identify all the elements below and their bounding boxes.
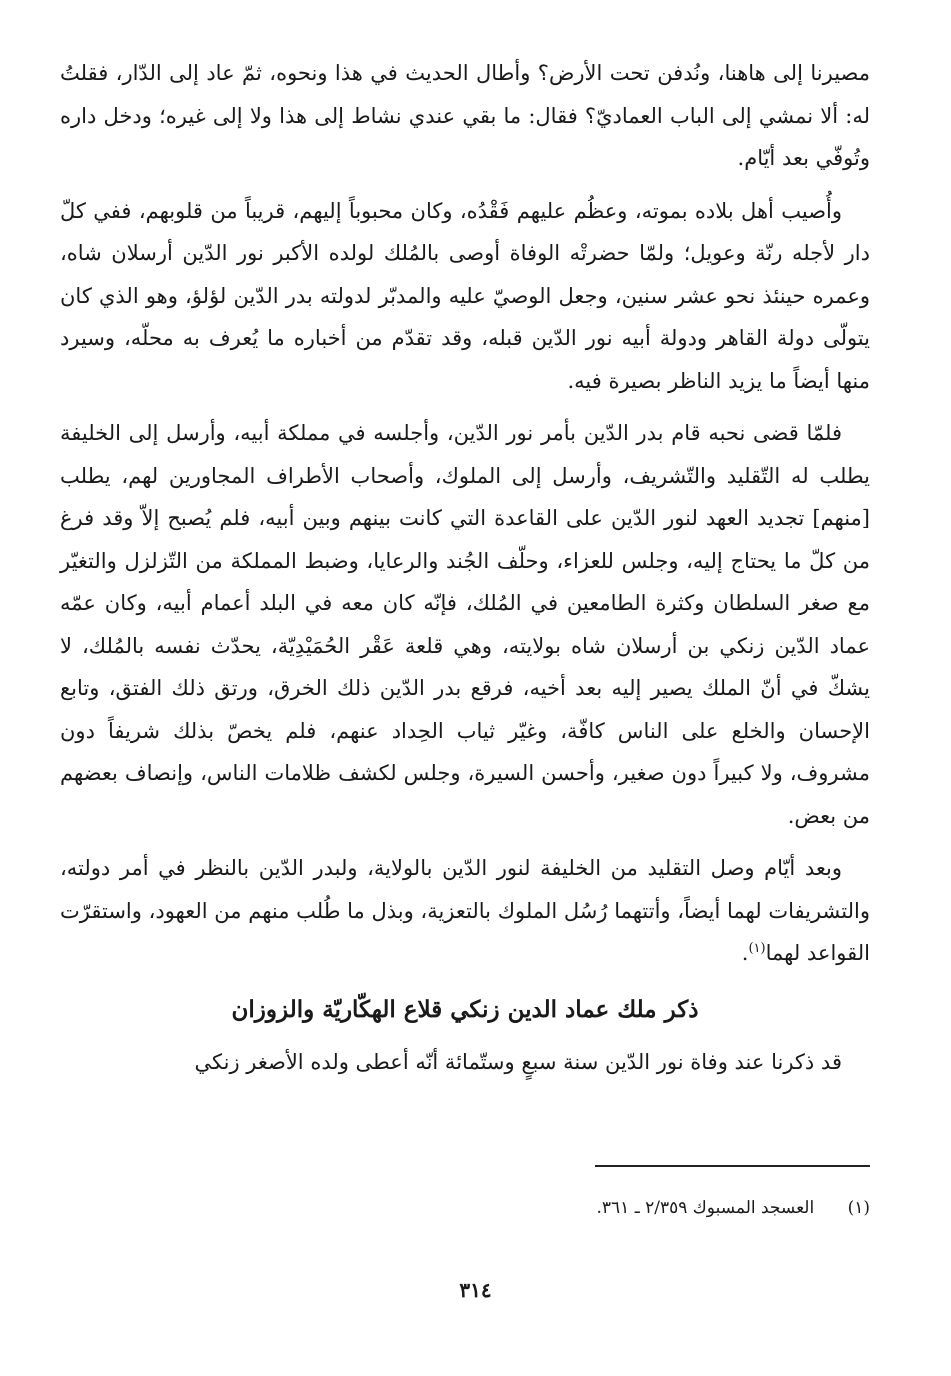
footnote-text: العسجد المسبوك ٢/٣٥٩ ـ ٣٦١.: [596, 1198, 815, 1218]
paragraph-4-end: .: [741, 941, 749, 965]
paragraph-4: [60, 847, 870, 975]
paragraph-1: مصيرنا إلى هاهنا، ونُدفن تحت الأرض؟ وأطال الحديث في هذا ونحوه، ثمّ عاد إلى الدّار، فقلتُ له: ألا نمشي إلى الباب العماديّ؟ فقال: ما بقي عندي نشاط إلى هذا ولا إلى غيره؛ ودخل داره وتُوفّي بعد أيّام.: [60, 61, 870, 170]
footnote-divider: [595, 1165, 870, 1167]
footnote: [300, 1194, 870, 1222]
page-number: ٣١٤: [459, 1278, 492, 1302]
footnote-number: (١): [847, 1198, 870, 1218]
paragraph-3: فلمّا قضى نحبه قام بدر الدّين بأمر نور الدّين، وأجلسه في مملكة أبيه، وأرسل إلى الخليفة يطلب له التّقليد والتّشريف، وأرسل إلى الملوك، وأصحاب الأطراف المجاورين لهم، يطلب [منهم] تجديد العهد لنور الدّين على القاعدة التي كانت بينهم وبين أبيه، فلم يُصبح إلاّ وقد فرغ من كلّ ما يحتاج إليه، وجلس للعزاء، وحلّف الجُند والرعايا، وضبط المملكة من التّزلزل والتغيّر مع صغر السلطان وكثرة الطامعين في المُلك، فإنّه كان معه في البلد أعمام أبيه، وكان عمّه عماد الدّين زنكي بن أرسلان شاه بولايته، وهي قلعة عَقْر الحُمَيْدِيّة، يحدّث نفسه بالمُلك، لا يشكّ في أنّ الملك يصير إليه بعد أخيه، فرقع بدر الدّين ذلك الخرق، ورتق ذلك الفتق، وتابع الإحسان والخلع على الناس كافّة، وغيّر ثياب الحِداد عنهم، فلم يخصّ بذلك شريفاً دون مشروف، ولا كبيراً دون صغير، وأحسن السيرة، وجلس لكشف ظلامات الناس، وإنصاف بعضهم من بعض.: [60, 421, 870, 828]
paragraph-5: قد ذكرنا عند وفاة نور الدّين سنة سبعٍ وستّمائة أنّه أعطى ولده الأصغر زنكي: [194, 1049, 842, 1074]
paragraph-4-text: وبعد أيّام وصل التقليد من الخليفة لنور الدّين بالولاية، ولبدر الدّين بالنظر في أمر دولته، والتشريفات لهما أيضاً، وأتتهما رُسُل الملوك بالتعزية، وبذل ما طُلب منهم من العهود، واستقرّت القواعد لهما: [60, 856, 870, 965]
footnote-reference[interactable]: (١): [748, 941, 766, 956]
section-heading: ذكر ملك عماد الدين زنكي قلاع الهكّاريّة والزوزان: [231, 995, 699, 1023]
paragraph-2: وأُصيب أهل بلاده بموته، وعظُم عليهم فَقْدُه، وكان محبوباً إليهم، قريباً من قلوبهم، ففي كلّ دار لأجله رنّة وعويل؛ ولمّا حضرتْه الوفاة أوصى بالمُلك لولده الأكبر نور الدّين أرسلان شاه، وعمره حينئذ نحو عشر سنين، وجعل الوصيّ عليه والمدبّر لدولته بدر الدّين لؤلؤ، وهو الذي كان يتولّى دولة القاهر ودولة أبيه نور الدّين قبله، وقد تقدّم من أخباره ما يُعرف به محلّه، وسيرد منها أيضاً ما يزيد الناظر بصيرة فيه.: [60, 198, 870, 393]
body-text: [60, 52, 870, 1093]
